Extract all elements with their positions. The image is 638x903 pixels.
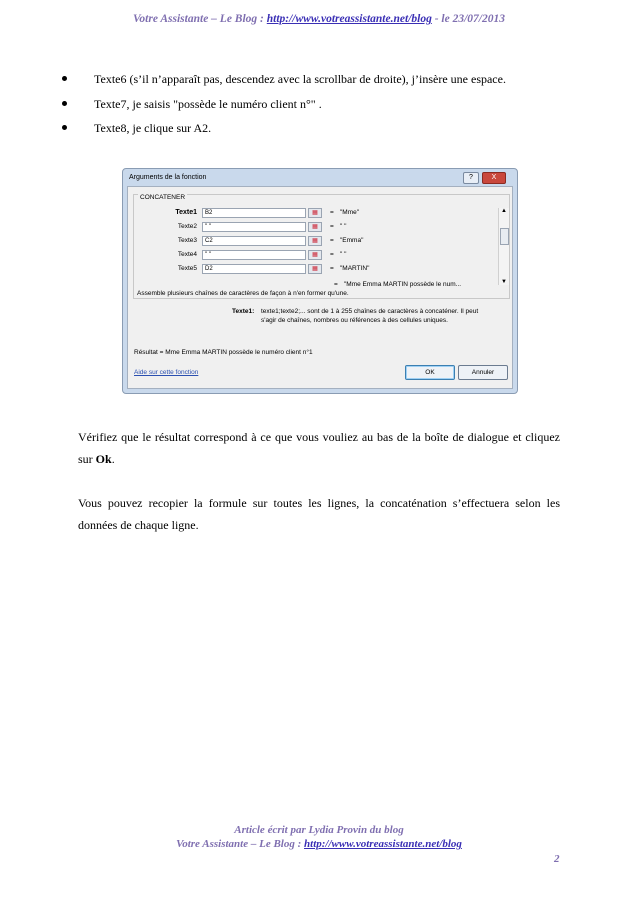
equals-sign: = xyxy=(330,265,334,272)
group-label: CONCATENER xyxy=(140,194,186,201)
scrollbar-thumb[interactable] xyxy=(500,228,509,245)
ok-bold-text: Ok xyxy=(95,452,112,466)
function-arguments-dialog xyxy=(122,168,518,394)
bullet-icon xyxy=(62,125,67,130)
bullet-list xyxy=(78,72,578,146)
dialog-body xyxy=(127,186,513,389)
texte5-input[interactable]: D2 xyxy=(202,264,306,274)
final-result: "Mme Emma MARTIN possède le num... xyxy=(344,281,462,288)
arg-result: " " xyxy=(340,223,347,230)
result-line: Résultat = Mme Emma MARTIN possède le numéro client n°1 xyxy=(134,349,313,356)
equals-sign: = xyxy=(330,209,334,216)
arg-result: "Emma" xyxy=(340,237,364,244)
footer-author: Article écrit par Lydia Provin du blog xyxy=(234,824,404,836)
header-blog-link[interactable]: http://www.votreassistante.net/blog xyxy=(266,13,432,25)
arg-result: "MARTIN" xyxy=(340,265,370,272)
arg-row-texte5 xyxy=(134,264,509,275)
footer-blog-line: Votre Assistante – Le Blog : http://www.votreassistante.net/blog xyxy=(176,838,462,850)
concatener-group xyxy=(133,194,510,299)
page-header xyxy=(0,13,638,25)
footer-blog-link[interactable]: http://www.votreassistante.net/blog xyxy=(304,838,462,850)
equals-sign: = xyxy=(330,223,334,230)
texte1-input[interactable]: B2 xyxy=(202,208,306,218)
arg-row-texte2 xyxy=(134,222,509,233)
equals-sign: = xyxy=(330,237,334,244)
ok-button[interactable]: OK xyxy=(405,365,455,380)
range-picker-icon[interactable]: ▦ xyxy=(308,236,322,246)
texte4-input[interactable]: " " xyxy=(202,250,306,260)
list-item: Texte8, je clique sur A2. xyxy=(78,121,578,135)
equals-sign: = xyxy=(330,251,334,258)
texte2-input[interactable]: " " xyxy=(202,222,306,232)
page-number: 2 xyxy=(554,853,560,865)
arg-help-line1: texte1;texte2;... sont de 1 à 255 chaînes de caractères à concaténer. Il peut xyxy=(261,308,479,315)
header-prefix: Votre Assistante – Le Blog : xyxy=(133,13,267,25)
range-picker-icon[interactable]: ▦ xyxy=(308,222,322,232)
final-equals-sign: = xyxy=(334,281,338,288)
scroll-up-icon[interactable]: ▲ xyxy=(501,208,507,214)
close-icon[interactable]: X xyxy=(482,172,506,184)
arg-row-texte4 xyxy=(134,250,509,261)
arg-label: Texte1 xyxy=(175,209,197,216)
arg-row-texte3 xyxy=(134,236,509,247)
arg-label: Texte5 xyxy=(177,265,197,272)
page-footer xyxy=(0,823,638,851)
function-description: Assemble plusieurs chaînes de caractères de façon à n'en former qu'une. xyxy=(137,290,349,297)
scroll-down-icon[interactable]: ▼ xyxy=(501,279,507,285)
range-picker-icon[interactable]: ▦ xyxy=(308,264,322,274)
bullet-icon xyxy=(62,101,67,106)
bullet-icon xyxy=(62,76,67,81)
arg-help-label: Texte1: xyxy=(232,308,255,315)
help-question-icon[interactable]: ? xyxy=(463,172,479,184)
arg-label: Texte2 xyxy=(177,223,197,230)
arg-row-texte1 xyxy=(134,208,509,219)
help-link[interactable]: Aide sur cette fonction xyxy=(134,369,199,376)
arg-result: "Mme" xyxy=(340,209,360,216)
range-picker-icon[interactable]: ▦ xyxy=(308,250,322,260)
args-scrollbar[interactable] xyxy=(498,208,509,285)
paragraph-copy: Vous pouvez recopier la formule sur toutes les lignes, la concaténation s’effectuera selon les données de chaque ligne. xyxy=(78,496,560,532)
dialog-title: Arguments de la fonction xyxy=(129,174,207,181)
list-item: Texte7, je saisis "possède le numéro client n°" . xyxy=(78,97,578,111)
arg-help-line2: s'agir de chaînes, nombres ou références à des cellules uniques. xyxy=(261,317,448,324)
arg-label: Texte4 xyxy=(177,251,197,258)
arg-label: Texte3 xyxy=(177,237,197,244)
range-picker-icon[interactable]: ▦ xyxy=(308,208,322,218)
header-date: - le 23/07/2013 xyxy=(431,13,505,25)
cancel-button[interactable]: Annuler xyxy=(458,365,508,380)
paragraph-verify: Vérifiez que le résultat correspond à ce que vous vouliez au bas de la boîte de dialogue et cliquez sur Ok. xyxy=(78,430,560,466)
arg-result: " " xyxy=(340,251,347,258)
texte3-input[interactable]: C2 xyxy=(202,236,306,246)
dialog-titlebar[interactable] xyxy=(123,169,517,186)
list-item: Texte6 (s’il n’apparaît pas, descendez avec la scrollbar de droite), j’insère une espace. xyxy=(78,72,578,86)
